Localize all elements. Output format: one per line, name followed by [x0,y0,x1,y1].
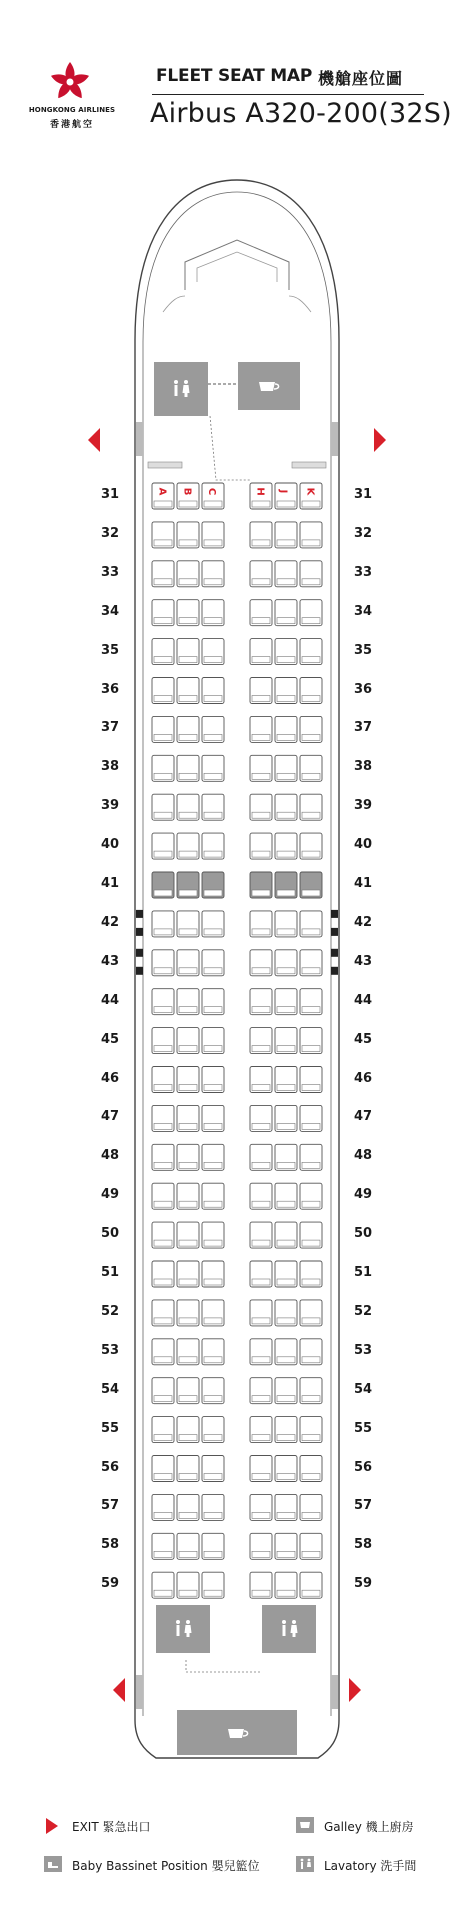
row-number-left: 47 [100,1109,120,1125]
row-number-right: 57 [353,1498,373,1514]
row-number-right: 43 [353,953,373,969]
row-number-left: 45 [100,1031,120,1047]
row-number-right: 36 [353,681,373,697]
legend-galley-label: Galley 機上廚房 [324,1820,414,1834]
row-number-right: 39 [353,798,373,814]
row-number-right: 54 [353,1381,373,1397]
column-letter-B: B [181,487,193,496]
row-number-left: 35 [100,642,120,658]
aircraft-model: Airbus A320-200(32S) [150,98,452,129]
row-number-right: 33 [353,564,373,580]
legend-lavatory-label: Lavatory 洗手間 [324,1859,417,1873]
row-number-right: 37 [353,720,373,736]
row-number-left: 31 [100,487,120,502]
row-number-left: 48 [100,1148,120,1164]
row-number-right: 53 [353,1342,373,1358]
row-number-right: 40 [353,837,373,853]
legend-bassinet-label: Baby Bassinet Position 嬰兒籃位 [72,1859,260,1873]
row-number-right: 58 [353,1537,373,1553]
row-number-right: 51 [353,1265,373,1280]
row-number-right: 55 [353,1420,373,1436]
row-number-right: 34 [353,603,373,619]
row-number-right: 50 [353,1226,373,1242]
row-number-left: 51 [100,1265,120,1280]
row-number-left: 43 [100,953,120,969]
row-number-right: 46 [353,1070,373,1086]
row-number-left: 34 [100,603,120,619]
row-number-right: 35 [353,642,373,658]
row-number-right: 42 [353,914,373,930]
row-number-right: 47 [353,1109,373,1125]
row-number-left: 52 [100,1303,120,1319]
legend-bassinet-icon [44,1856,62,1872]
row-number-left: 37 [100,720,120,736]
row-number-right: 59 [353,1576,373,1592]
page-title: FLEET SEAT MAP [156,66,313,86]
column-letter-C: C [206,487,218,496]
row-number-left: 36 [100,681,120,697]
row-number-left: 55 [100,1420,120,1436]
row-number-right: 49 [353,1187,373,1203]
row-number-left: 50 [100,1226,120,1242]
row-number-right: 48 [353,1148,373,1164]
page-title-zh: 機艙座位圖 [318,69,404,88]
row-number-right: 38 [353,759,373,775]
row-number-left: 39 [100,798,120,814]
column-letter-K: K [304,487,316,496]
row-number-left: 33 [100,564,120,580]
column-letter-A: A [156,487,168,496]
row-number-left: 57 [100,1498,120,1514]
row-number-left: 41 [100,876,120,891]
row-number-right: 31 [353,487,373,502]
row-number-left: 49 [100,1187,120,1203]
row-number-left: 53 [100,1342,120,1358]
brand-name-zh: 香港航空 [49,120,94,130]
row-number-left: 32 [100,525,120,541]
row-number-right: 52 [353,1303,373,1319]
legend-galley-icon [296,1817,314,1833]
column-letter-J: J [277,489,289,494]
row-number-left: 44 [100,992,120,1008]
row-number-left: 40 [100,837,120,853]
column-letter-H: H [254,487,266,496]
row-number-right: 32 [353,525,373,541]
row-number-right: 45 [353,1031,373,1047]
legend-exit-label: EXIT 緊急出口 [72,1820,151,1834]
row-number-left: 46 [100,1070,120,1086]
row-number-left: 38 [100,759,120,775]
row-number-right: 44 [353,992,373,1008]
row-number-left: 54 [100,1381,120,1397]
legend-exit-icon [46,1818,58,1834]
row-number-left: 58 [100,1537,120,1553]
row-number-left: 56 [100,1459,120,1475]
legend-lavatory-icon [296,1856,314,1872]
row-number-left: 59 [100,1576,120,1592]
row-number-right: 41 [353,876,373,891]
row-number-right: 56 [353,1459,373,1475]
brand-name: HONGKONG AIRLINES [28,106,116,114]
row-number-left: 42 [100,914,120,930]
